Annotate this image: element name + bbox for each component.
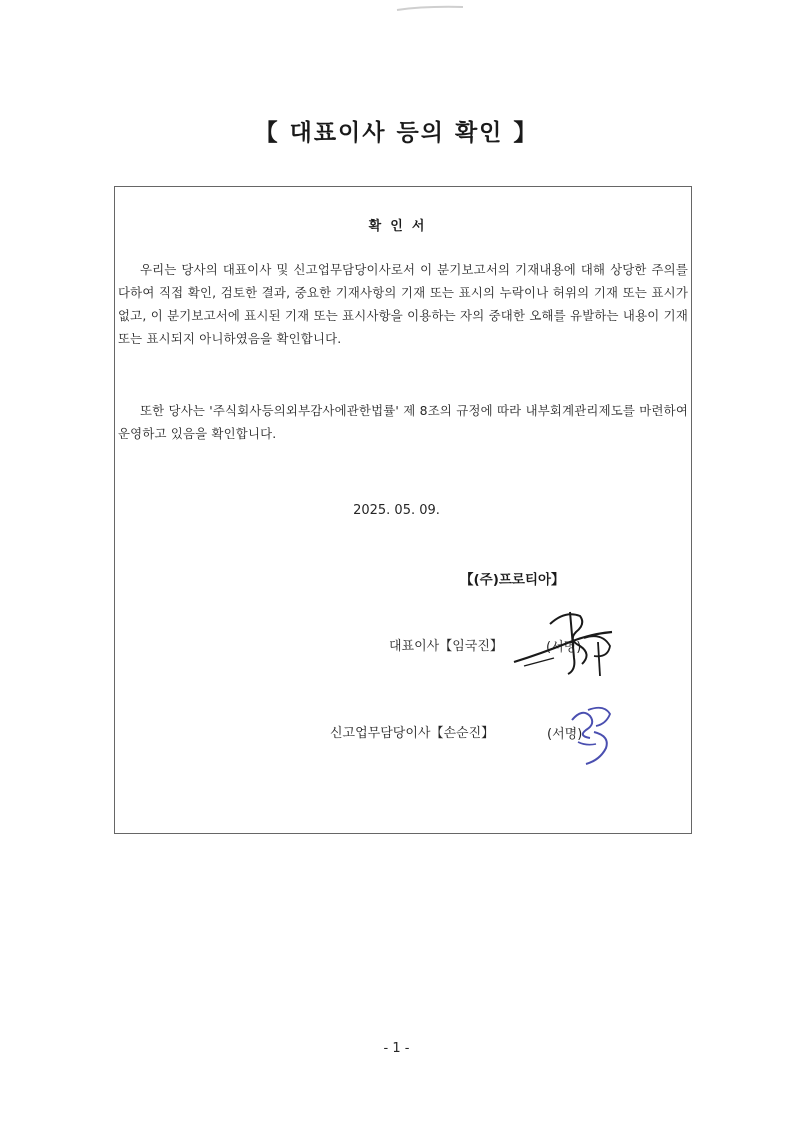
signatory-name: 【손순진】 bbox=[430, 726, 495, 741]
confirmation-heading: 확 인 서 bbox=[368, 219, 425, 234]
page-number: - 1 - bbox=[383, 1041, 410, 1056]
signatory-ceo bbox=[389, 635, 503, 654]
signatory-role: 신고업무담당이사 bbox=[330, 726, 431, 741]
page-title: 【 대표이사 등의 확인 】 bbox=[254, 120, 539, 146]
signatory-name: 【임국진】 bbox=[439, 639, 503, 654]
signature-placeholder: (서명) bbox=[546, 640, 582, 655]
signatory-reporting-director bbox=[330, 722, 494, 741]
confirmation-paragraph-1: 우리는 당사의 대표이사 및 신고업무담당이사로서 이 분기보고서의 기재내용에 대해 상당한 주의를 다하여 직접 확인, 검토한 결과, 중요한 기재사항의 기재 또는 표시의 누락이나 허위의 기재 또는 표시가 없고, 이 분기보고서에 표시된 기재 또는 표시사항을 이용하는 자의 중대한 오해를 유발하는 내용이 기재 또는 표시되지 아니하였음을 확인합니다. bbox=[118, 262, 688, 346]
signatory-role: 대표이사 bbox=[389, 639, 440, 654]
signature-placeholder: (서명) bbox=[547, 727, 583, 742]
confirmation-paragraph-2: 또한 당사는 '주식회사등의외부감사에관한법률' 제 8조의 규정에 따라 내부회계관리제도를 마련하여 운영하고 있음을 확인합니다. bbox=[118, 403, 688, 441]
company-name: 【(주)프로티아】 bbox=[460, 572, 565, 588]
handwritten-signature-ceo bbox=[510, 602, 620, 680]
scan-artifact bbox=[395, 5, 465, 12]
handwritten-signature-director bbox=[560, 702, 620, 768]
confirmation-date: 2025. 05. 09. bbox=[353, 503, 440, 518]
